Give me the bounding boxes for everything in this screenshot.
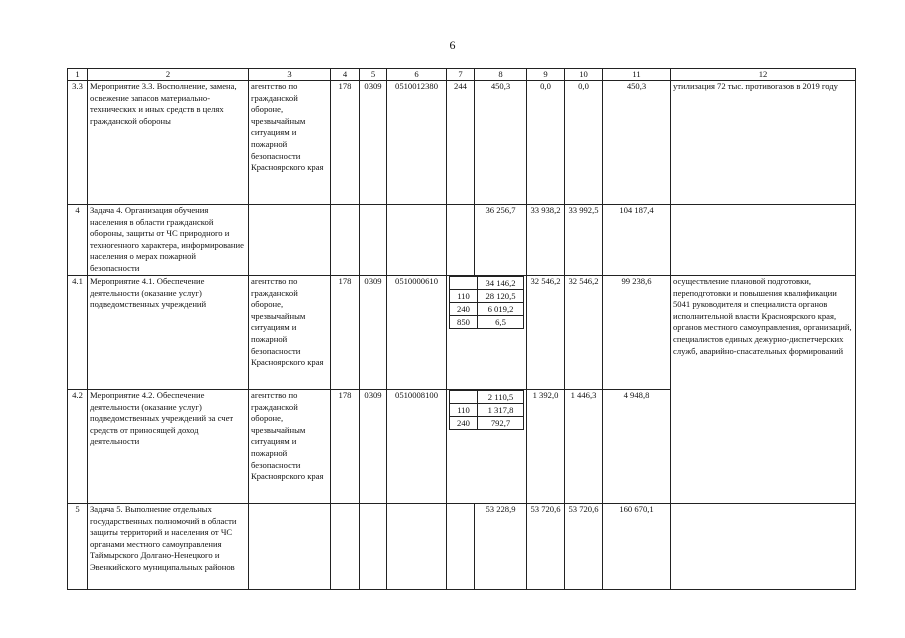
row-total: 160 670,1 [603,504,671,590]
row-total: 450,3 [603,81,671,205]
vr-amount: 792,7 [478,417,524,430]
vr-code [450,277,478,290]
breakdown-row [450,277,524,290]
row-vr-breakdown [447,276,527,390]
col-header-7: 7 [447,69,475,81]
row-year3: 32 546,2 [565,276,603,390]
vr-code: 240 [450,303,478,316]
row-result [671,504,856,590]
vr-code [450,391,478,404]
expense-type-breakdown [449,390,524,430]
vr-amount: 6 019,2 [478,303,524,316]
row-year2: 0,0 [527,81,565,205]
program-activities-table [67,68,856,590]
vr-amount: 2 110,5 [478,391,524,404]
vr-code: 850 [450,316,478,329]
table-row-5 [68,504,856,590]
vr-amount: 6,5 [478,316,524,329]
row-csr: 0510000610 [387,276,447,390]
row-grbs [331,205,360,276]
row-result [671,205,856,276]
col-header-2: 2 [88,69,249,81]
row-name: Мероприятие 4.2. Обеспечение деятельности (оказание услуг) подведомственных учреждений за счет средств от приносящей доход деятельности [88,390,249,504]
row-csr [387,205,447,276]
row-grbs [331,504,360,590]
row-year3: 53 720,6 [565,504,603,590]
row-total: 99 238,6 [603,276,671,390]
row-executor [249,504,331,590]
col-header-3: 3 [249,69,331,81]
col-header-8: 8 [475,69,527,81]
row-executor: агентство по гражданской обороне, чрезвычайным ситуациям и пожарной безопасности Красноярского края [249,276,331,390]
row-csr: 0510012380 [387,81,447,205]
breakdown-row [450,404,524,417]
row-vr [447,504,475,590]
row-year3: 0,0 [565,81,603,205]
col-header-12: 12 [671,69,856,81]
breakdown-row [450,391,524,404]
row-vr: 244 [447,81,475,205]
row-rzpr: 0309 [360,81,387,205]
row-executor: агентство по гражданской обороне, чрезвычайным ситуациям и пожарной безопасности Красноярского края [249,390,331,504]
breakdown-row [450,303,524,316]
vr-amount: 34 146,2 [478,277,524,290]
row-csr [387,504,447,590]
row-result: осуществление плановой подготовки, переподготовки и повышения квалификации 5041 руководителя и специалиста органов исполнительной власти Красноярского края, органов местного самоуправления, организаций, специалистов единых дежурно-диспетчерских служб, аварийно-спасательных формирований [671,276,856,504]
row-number: 4.2 [68,390,88,504]
row-year2: 53 720,6 [527,504,565,590]
breakdown-row [450,316,524,329]
row-year1: 53 228,9 [475,504,527,590]
row-name: Задача 5. Выполнение отдельных государственных полномочий в области защиты территорий и населения от ЧС органами местного самоуправления Таймырского Долгано-Ненецкого и Эвенкийского муниципальных районов [88,504,249,590]
row-vr-breakdown [447,390,527,504]
vr-code: 240 [450,417,478,430]
row-rzpr [360,205,387,276]
row-year2: 33 938,2 [527,205,565,276]
vr-code: 110 [450,404,478,417]
table-row-4-1 [68,276,856,390]
vr-amount: 28 120,5 [478,290,524,303]
vr-amount: 1 317,8 [478,404,524,417]
row-executor: агентство по гражданской обороне, чрезвычайным ситуациям и пожарной безопасности Красноярского края [249,81,331,205]
col-header-9: 9 [527,69,565,81]
row-rzpr [360,504,387,590]
col-header-5: 5 [360,69,387,81]
row-year1: 450,3 [475,81,527,205]
page-number: 6 [449,38,456,52]
row-rzpr: 0309 [360,276,387,390]
table-row-3-3 [68,81,856,205]
row-name: Мероприятие 3.3. Восполнение, замена, освежение запасов материально-технических и иных средств в целях гражданской обороны [88,81,249,205]
row-year2: 1 392,0 [527,390,565,504]
row-grbs: 178 [331,276,360,390]
row-number: 4.1 [68,276,88,390]
header-row [68,69,856,81]
row-year1: 36 256,7 [475,205,527,276]
row-grbs: 178 [331,390,360,504]
col-header-10: 10 [565,69,603,81]
col-header-6: 6 [387,69,447,81]
row-result: утилизация 72 тыс. противогазов в 2019 году [671,81,856,205]
row-name: Мероприятие 4.1. Обеспечение деятельности (оказание услуг) подведомственных учреждений [88,276,249,390]
row-name: Задача 4. Организация обучения населения в области гражданской обороны, защиты от ЧС природного и техногенного характера, информирование населения о мерах пожарной безопасности [88,205,249,276]
col-header-1: 1 [68,69,88,81]
row-grbs: 178 [331,81,360,205]
col-header-11: 11 [603,69,671,81]
row-vr [447,205,475,276]
row-number: 5 [68,504,88,590]
row-year3: 1 446,3 [565,390,603,504]
row-total: 104 187,4 [603,205,671,276]
breakdown-row [450,290,524,303]
row-csr: 0510008100 [387,390,447,504]
table-row-4 [68,205,856,276]
row-number: 4 [68,205,88,276]
breakdown-row [450,417,524,430]
row-executor [249,205,331,276]
row-year3: 33 992,5 [565,205,603,276]
row-rzpr: 0309 [360,390,387,504]
row-year2: 32 546,2 [527,276,565,390]
vr-code: 110 [450,290,478,303]
row-number: 3.3 [68,81,88,205]
row-total: 4 948,8 [603,390,671,504]
col-header-4: 4 [331,69,360,81]
expense-type-breakdown [449,276,524,329]
